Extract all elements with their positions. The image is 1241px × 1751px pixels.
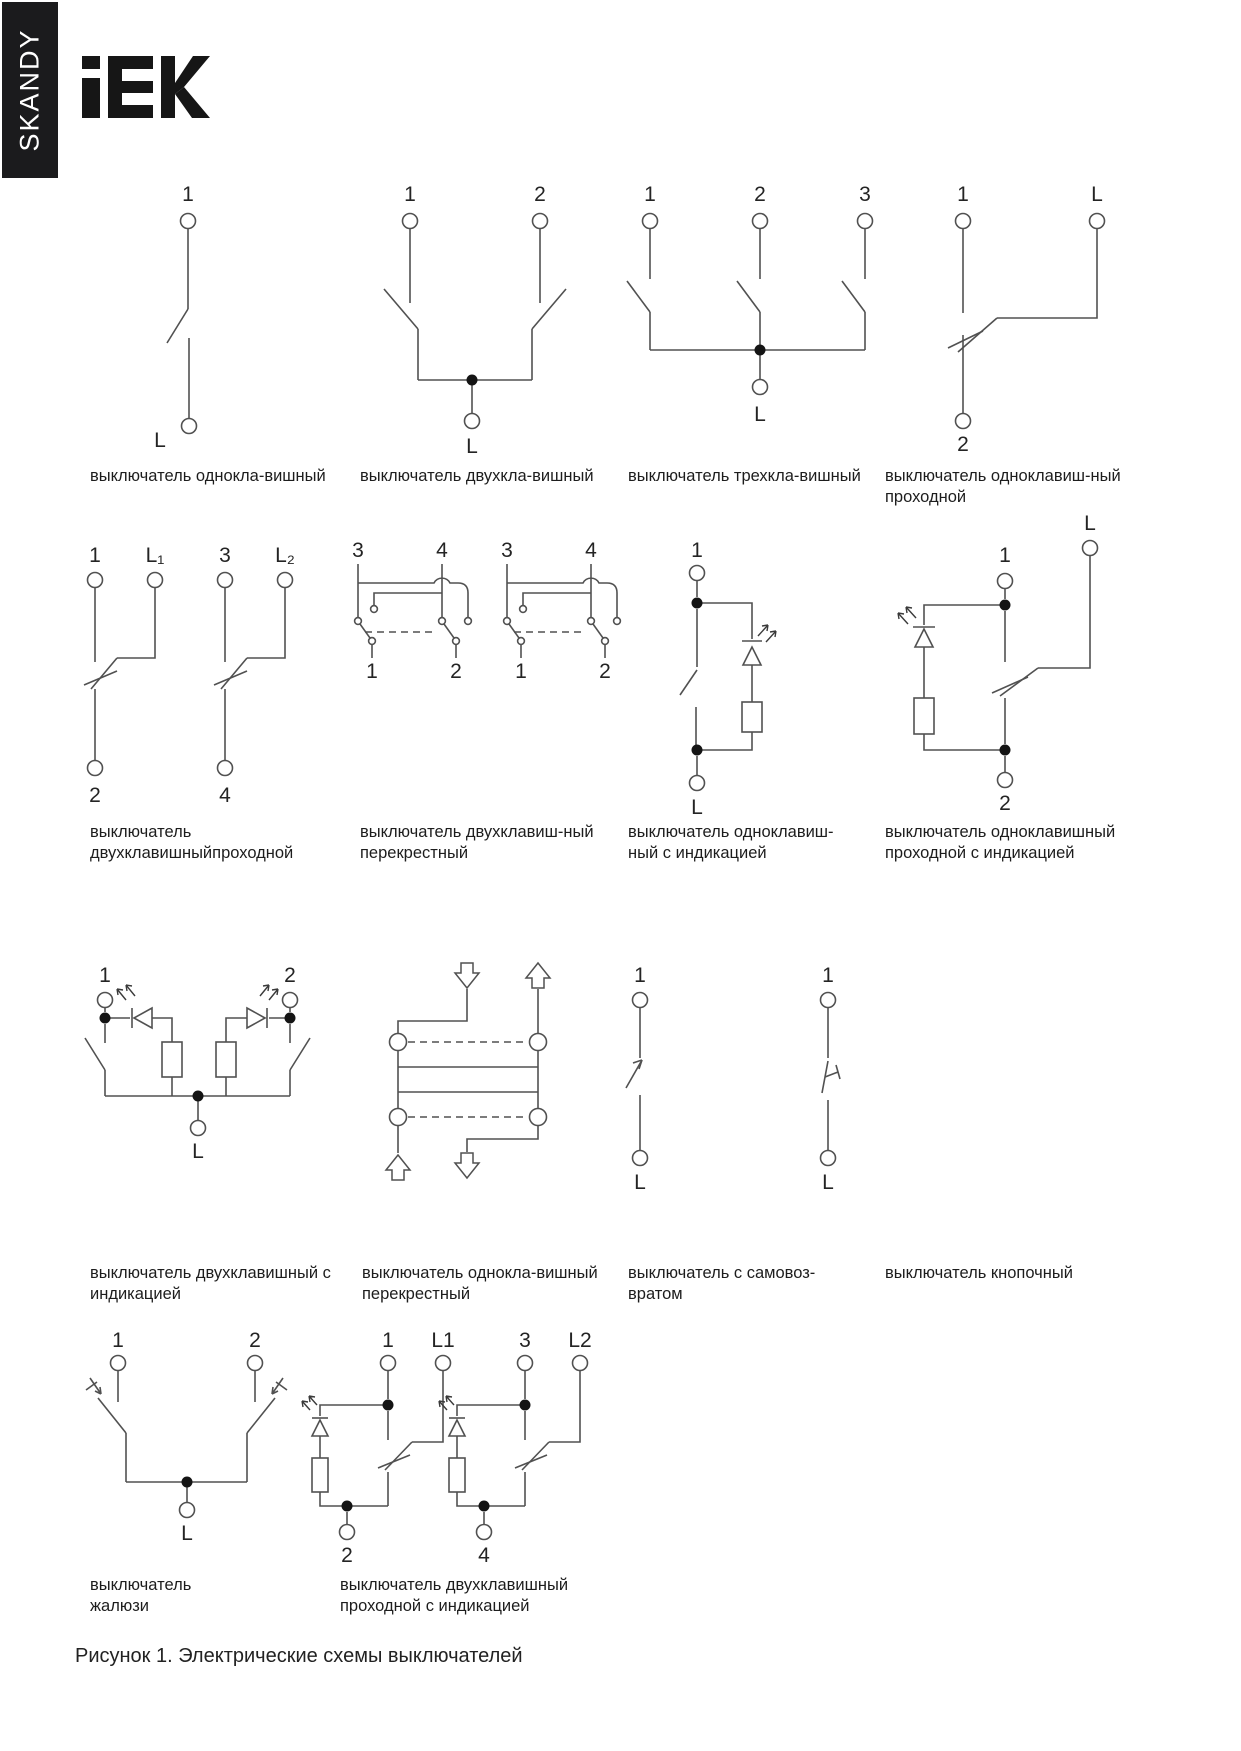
brand-banner	[2, 2, 58, 178]
terminal-label: 2	[754, 183, 766, 206]
terminal-label: 1	[366, 660, 378, 683]
diagram-momentary-switch	[580, 955, 700, 1205]
terminal-label: 1	[89, 544, 101, 567]
terminal-label: 4	[478, 1544, 490, 1567]
terminal-label: 2	[249, 1329, 261, 1352]
led-emission-arrows	[117, 985, 135, 1000]
caption-blinds-switch: выключатель жалюзи	[90, 1576, 192, 1616]
terminal-label: 1	[957, 183, 969, 206]
arrow-up-icon	[526, 963, 550, 988]
resistor-symbol	[216, 1042, 236, 1077]
circuit-lines	[384, 229, 566, 413]
circuit-lines	[167, 229, 189, 418]
diagram-switch-with-indicator	[600, 540, 830, 820]
terminal-label: L	[691, 796, 703, 819]
circuit-lines	[85, 1008, 310, 1120]
terminal-label: 2	[450, 660, 462, 683]
led-symbol	[312, 1420, 328, 1436]
led-emission-arrows	[260, 985, 278, 1000]
terminal-label: 2	[341, 1544, 353, 1567]
led-emission-arrows	[302, 1396, 317, 1410]
resistor-symbol	[742, 702, 762, 732]
diagram-single-switch	[60, 155, 300, 455]
resistor-symbol	[312, 1458, 328, 1492]
resistor-symbol	[449, 1458, 465, 1492]
terminal-label: 1	[634, 964, 646, 987]
terminal-label: 2	[284, 964, 296, 987]
resistor-symbol	[914, 698, 934, 734]
circuit-lines	[358, 564, 617, 658]
terminal-label: 4	[436, 539, 448, 562]
terminal-label: L1	[431, 1329, 455, 1352]
caption-two-gang-switch: выключатель двухкла-вишный	[360, 467, 594, 485]
terminal-label: 1	[515, 660, 527, 683]
arrow-up-icon	[386, 1155, 410, 1180]
terminal-label: 3	[859, 183, 871, 206]
terminal-label: L	[1091, 183, 1103, 206]
diagram-two-way-switch	[860, 155, 1150, 455]
diagram-two-gang-with-indicator	[60, 958, 340, 1188]
arrow-down-icon	[455, 963, 479, 988]
circuit-lines	[84, 588, 285, 760]
terminal-label: 1	[182, 183, 194, 206]
terminal-label: 3	[219, 544, 231, 567]
terminal-label: L	[822, 1171, 834, 1194]
terminal-label: 1	[691, 539, 703, 562]
terminal-label: 1	[99, 964, 111, 987]
diagram-crossover-mechanism	[330, 955, 590, 1205]
caption-momentary-switch: выключатель с самовоз- вратом	[628, 1264, 816, 1304]
led-emission-arrows	[758, 625, 776, 642]
terminal-label: 1	[999, 544, 1011, 567]
terminal-label: L	[154, 429, 166, 452]
terminal-label: 3	[519, 1329, 531, 1352]
terminal-label: L	[192, 1140, 204, 1163]
diagram-two-gang-two-way-switch	[60, 540, 360, 810]
circuit-lines	[627, 229, 865, 379]
terminal-label: L	[1084, 512, 1096, 535]
caption-single-switch: выключатель однокла-вишный	[90, 467, 326, 485]
caption-two-gang-two-way-with-indicator: выключатель двухклавишный проходной с индикацией	[340, 1576, 569, 1616]
brand-banner-label: SKANDY	[14, 28, 45, 152]
circuit-lines	[312, 1371, 580, 1524]
led-symbol	[134, 1008, 152, 1028]
circuit-lines	[822, 1008, 840, 1150]
terminal-label: 2	[89, 784, 101, 807]
circuit-lines	[626, 1008, 642, 1150]
caption-two-way-switch: выключатель одноклавиш-ный проходной	[885, 467, 1121, 507]
resistor-symbol	[162, 1042, 182, 1077]
circuit-lines	[680, 581, 762, 775]
diagram-push-button-switch	[770, 955, 890, 1205]
diagram-two-gang-switch	[330, 155, 570, 458]
terminal-label: L2	[568, 1329, 592, 1352]
terminal-label: 4	[219, 784, 231, 807]
terminal-label: L₂	[275, 544, 295, 567]
led-symbol	[449, 1420, 465, 1436]
terminal-label: 2	[957, 433, 969, 456]
iek-logo	[82, 56, 210, 118]
circuit-lines	[398, 989, 538, 1153]
terminal-label: L	[754, 403, 766, 426]
led-symbol	[743, 647, 761, 665]
caption-two-gang-with-indicator: выключатель двухклавишный с индикацией	[90, 1264, 331, 1304]
caption-push-button-switch: выключатель кнопочный	[885, 1264, 1073, 1282]
led-symbol	[915, 629, 933, 647]
terminal-label: 1	[822, 964, 834, 987]
terminal-label: 3	[501, 539, 513, 562]
terminal-label: 1	[112, 1329, 124, 1352]
terminal-label: 4	[585, 539, 597, 562]
terminal-label: 1	[644, 183, 656, 206]
terminal-label: 2	[534, 183, 546, 206]
terminal-label: 2	[999, 792, 1011, 815]
led-emission-arrows	[898, 607, 916, 624]
caption-three-gang-switch: выключатель трехкла-вишный	[628, 467, 861, 485]
terminal-label: 1	[404, 183, 416, 206]
caption-two-gang-two-way: выключатель двухклавишныйпроходной	[90, 823, 294, 863]
terminal-label: 2	[599, 660, 611, 683]
diagram-two-way-switch-with-indicator	[870, 510, 1150, 820]
circuit-lines	[948, 229, 1097, 413]
caption-crossover-switch: выключатель однокла-вишный перекрестный	[362, 1264, 598, 1304]
figure-caption: Рисунок 1. Электрические схемы выключателей	[75, 1645, 523, 1667]
terminal-label: 3	[352, 539, 364, 562]
caption-two-way-with-indicator: выключатель одноклавишный проходной с индикацией	[885, 823, 1116, 863]
terminal-label: 1	[382, 1329, 394, 1352]
diagram-two-gang-two-way-with-indicator	[300, 1330, 630, 1575]
terminal-label: L	[634, 1171, 646, 1194]
caption-two-gang-crossover: выключатель двухклавиш-ный перекрестный	[360, 823, 594, 863]
caption-switch-with-indicator: выключатель одноклавиш- ный с индикацией	[628, 823, 834, 863]
led-emission-arrows	[439, 1396, 454, 1410]
led-symbol	[247, 1008, 265, 1028]
arrow-down-icon	[455, 1153, 479, 1178]
diagram-blinds-switch	[60, 1330, 320, 1560]
terminal-label: L	[181, 1522, 193, 1545]
terminal-label: L	[466, 435, 478, 458]
terminal-label: L₁	[145, 544, 165, 567]
